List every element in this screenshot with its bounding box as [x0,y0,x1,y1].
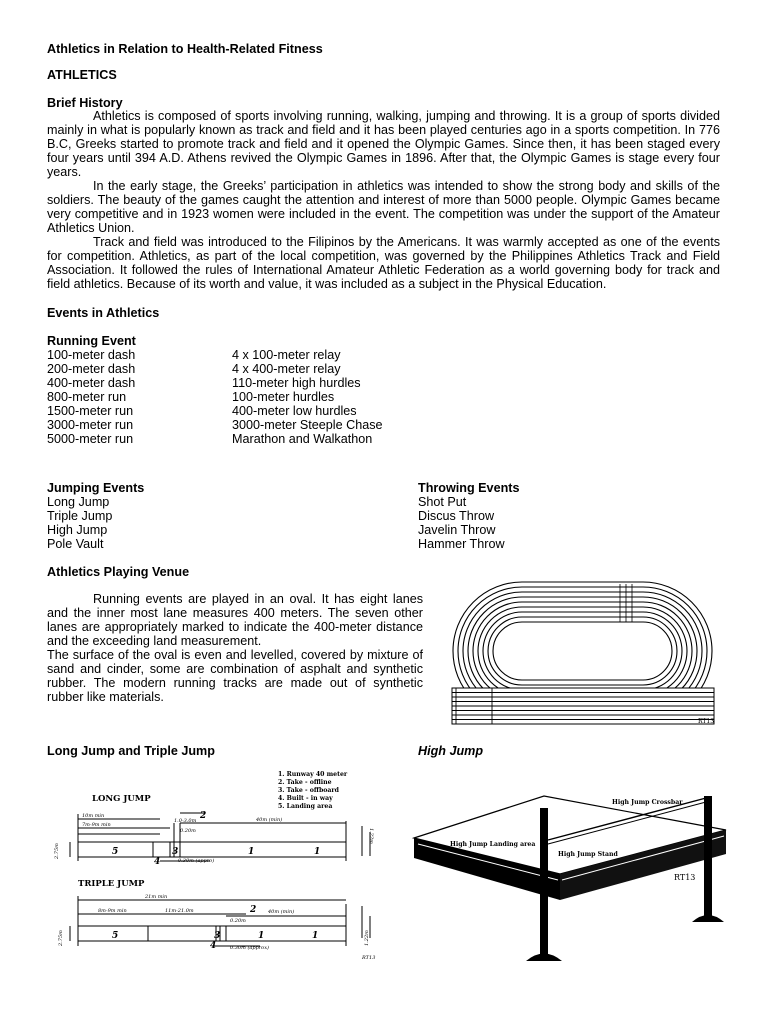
triple-jump-measure: 8m-9m min [98,908,127,914]
throwing-heading: Throwing Events [418,481,520,495]
track-signature: RT13 [698,718,715,725]
svg-text:1: 1 [314,847,321,857]
list-item: 4 x 400-meter relay [232,362,341,376]
high-jump-illustration [408,776,738,966]
long-jump-heading: Long Jump and Triple Jump [47,744,215,758]
document-title: Athletics in Relation to Health-Related Fitness [47,42,323,56]
list-item: 800-meter run [47,390,127,404]
list-item: Hammer Throw [418,537,505,551]
crossbar-label: High Jump Crossbar [612,799,683,806]
long-jump-measure: 7m-9m min [82,822,111,828]
long-jump-measure: 2.75m [54,843,60,859]
svg-text:4: 4 [210,941,217,951]
list-item: Pole Vault [47,537,104,551]
jumping-heading: Jumping Events [47,481,145,495]
long-jump-measure: 1.0-3.0m [174,818,197,824]
high-jump-heading: High Jump [418,744,484,758]
triple-jump-measure: 0.20m [230,918,246,924]
svg-text:5: 5 [112,931,119,941]
long-jump-measure: 0.20m [180,828,196,834]
high-jump-signature: RT13 [674,873,696,882]
list-item: 4 x 100-meter relay [232,348,341,362]
history-paragraph-3: Track and field was introduced to the Filipinos by the Americans. It was warmly accepted as one of the events for competition. Athletics, as part of the local competition, was governed by the Philippines Athletics Track and Field Association. It followed the rules of International Amateur Athletic Federation as a world governing body for track and field athletics. Because of its worth and value, it was included as a subject in the Physical Education. [47,235,720,291]
venue-heading: Athletics Playing Venue [47,565,190,579]
legend-item: 4. Built - in way [278,795,333,802]
list-item: 3000-meter Steeple Chase [232,418,383,432]
list-item: 100-meter hurdles [232,390,335,404]
triple-jump-measure: 0.30m (approx) [230,945,269,951]
triple-jump-measure: 21m min [145,894,168,900]
svg-text:1: 1 [258,931,265,941]
svg-text:2: 2 [200,811,207,821]
triple-jump-measure: 1.22m [364,930,370,946]
long-jump-measure: 0.30m (appro) [178,858,215,864]
list-item: 100-meter dash [47,348,136,362]
long-jump-measure: 10m min [82,813,105,819]
triple-jump-measure: 40m (min) [268,909,295,915]
section-title: ATHLETICS [47,68,117,82]
legend-item: 1. Runway 40 meter [278,771,348,778]
venue-paragraph-2: The surface of the oval is even and levelled, covered by mixture of sand and cinder, some are combination of asphalt and synthetic rubber. The modern running tracks are made out of synthetic rubber like materials. [47,648,423,704]
triple-jump-measure: 2.75m [58,930,64,946]
running-track-illustration [440,578,725,728]
list-item: 3000-meter run [47,418,134,432]
long-jump-title: LONG JUMP [92,794,151,804]
legend-item: 2. Take - offline [278,779,332,786]
svg-text:1: 1 [312,931,319,941]
list-item: Javelin Throw [418,523,496,537]
list-item: High Jump [47,523,108,537]
list-item: Triple Jump [47,509,113,523]
history-heading: Brief History [47,96,123,110]
list-item: Marathon and Walkathon [232,432,373,446]
list-item: 5000-meter run [47,432,134,446]
svg-text:5: 5 [112,847,119,857]
venue-paragraph-1: Running events are played in an oval. It has eight lanes and the inner most lane measures 400 meters. The seven other lanes are appropriately marked to indicate the 400-meter distance and the exceeding land measurement. [47,592,423,648]
list-item: Discus Throw [418,509,495,523]
list-item: 400-meter dash [47,376,136,390]
svg-text:3: 3 [172,847,179,857]
triple-jump-signature: RT13 [362,955,376,961]
long-jump-measure: 40m (min) [256,817,283,823]
svg-text:4: 4 [154,857,161,867]
triple-jump-measure: 11m-21.0m [165,908,194,914]
long-jump-measure: 1.22m [368,828,374,844]
landing-area-label: High Jump Landing area [450,841,536,848]
running-heading: Running Event [47,334,136,348]
stand-label: High Jump Stand [558,851,618,858]
history-paragraph-2: In the early stage, the Greeks’ participation in athletics was intended to show the strong body and skills of the soldiers. The beauty of the games caught the attention and interest of more than 5000 people. Olympic Games became very competitive and in 1923 women were included in the event. The competition was under the support of the Amateur Athletics Union. [47,179,720,235]
list-item: Shot Put [418,495,467,509]
triple-jump-title: TRIPLE JUMP [78,879,145,889]
list-item: Long Jump [47,495,110,509]
list-item: 200-meter dash [47,362,136,376]
history-paragraph-1: Athletics is composed of sports involving running, walking, jumping and throwing. It is a group of sports divided mainly in what is popularly known as track and field and it has been played centuries ago in a sports competition. In 776 B.C, Greeks started to promote track and field and it opened the Olympic Games. Since then, it has been staged every four years until 394 A.D. Athens revived the Olympic Games in 1896. After that, the Olympic Games is stage every four years. [47,109,720,179]
legend-item: 5. Landing area [278,803,333,810]
list-item: 400-meter low hurdles [232,404,357,418]
list-item: 110-meter high hurdles [232,376,361,390]
list-item: 1500-meter run [47,404,134,418]
jump-runway-diagram [50,766,390,966]
svg-text:3: 3 [214,931,221,941]
svg-text:1: 1 [248,847,255,857]
events-heading: Events in Athletics [47,306,160,320]
svg-text:2: 2 [250,905,257,915]
legend-item: 3. Take - offboard [278,787,339,794]
